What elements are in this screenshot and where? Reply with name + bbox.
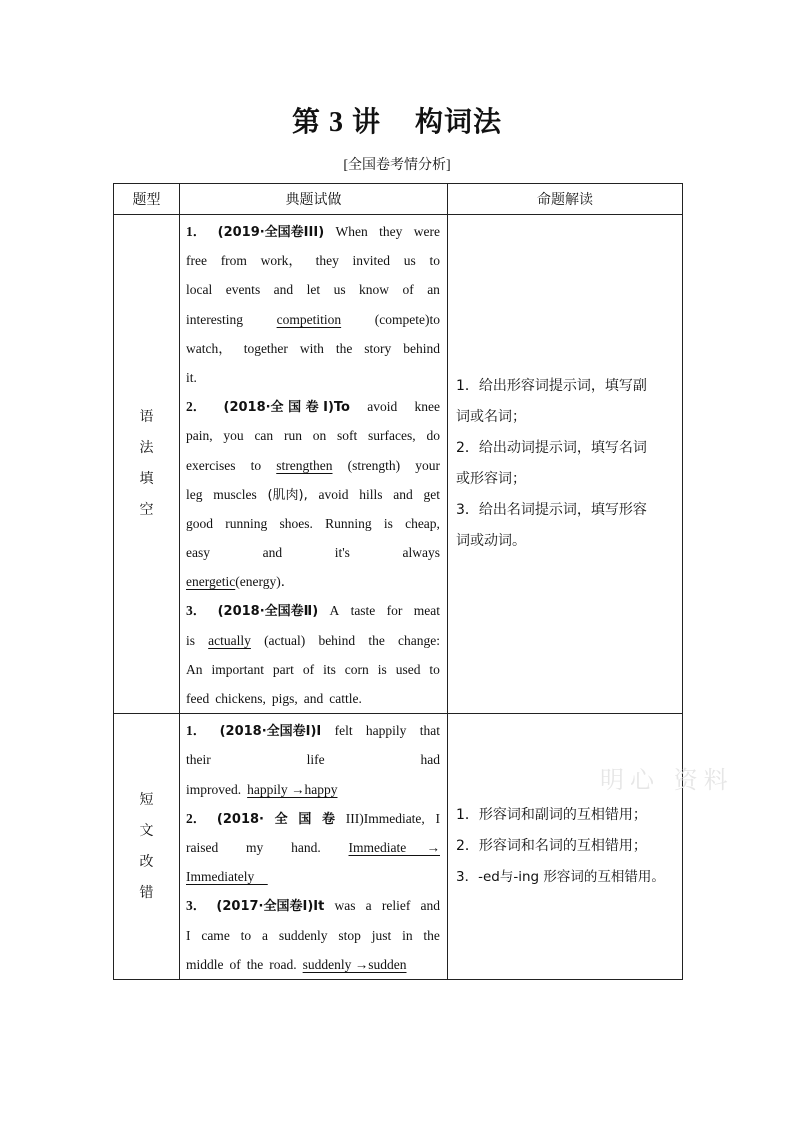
interpretation-line: 2．给出动词提示词，填写名词 (456, 440, 647, 457)
text-line: 2． (2018·全 国 卷 Ⅰ)To avoid knee (186, 399, 440, 416)
text-line (186, 862, 440, 891)
title-part-1: 第 3 讲 (291, 107, 381, 138)
text-line: 3． (2018·全国卷Ⅱ) A taste for meat (186, 603, 440, 620)
answer-actually: actually (208, 632, 251, 648)
correction-suddenly: suddenly →sudden (302, 956, 407, 972)
text-line: I came to a suddenly stop just in the (186, 927, 440, 943)
text-line: An important part of its corn is used to (186, 661, 440, 677)
text-line: interesting competition (compete)to (186, 305, 440, 334)
interpretation-cell (448, 714, 683, 980)
type-char: 错 (139, 884, 154, 901)
question-type-cell (114, 215, 180, 714)
interpretation-line: 词或动词。 (456, 533, 526, 550)
text-line: local events and let us know of an (186, 282, 440, 298)
type-char: 法 (139, 440, 154, 457)
watermark: 明心 资料 (600, 766, 734, 794)
text-line: 1． (2018·全国卷Ⅰ)I felt happily that (186, 723, 440, 740)
type-char: 空 (139, 502, 154, 519)
examples-cell (180, 215, 448, 714)
interpretation-line: 或形容词； (456, 471, 526, 488)
text-line: 2． (2018· 全 国 卷 III)Immediate, I (186, 810, 440, 827)
header-row (114, 184, 683, 215)
text-line: free from work， they invited us to (186, 253, 440, 269)
text-line: leg muscles (肌肉), avoid hills and get (186, 486, 440, 503)
text-line: their life had (186, 752, 440, 768)
type-char: 填 (139, 471, 154, 488)
question-type-cell (114, 714, 180, 980)
text-line: exercises to strengthen (strength) your (186, 451, 440, 480)
interpretation-cell (448, 215, 683, 714)
text-line: feed chickens, pigs, and cattle. (186, 691, 362, 706)
text-line: watch， together with the story behind (186, 340, 440, 356)
answer-energetic: energetic (186, 574, 236, 590)
correction-happily: happily →happy (247, 781, 338, 797)
text-line: energetic (energy)． (186, 567, 440, 596)
table-row (114, 714, 683, 980)
interpretation-line: 2．形容词和名词的互相错用； (456, 838, 647, 855)
answer-competition: competition (276, 311, 342, 327)
text-line: 1． (2019·全国卷III) When they were (186, 224, 440, 240)
answer-strengthen: strengthen (276, 457, 333, 473)
page-title (0, 100, 794, 140)
type-char: 语 (139, 409, 154, 426)
text-line: pain, you can run on soft surfaces, do (186, 428, 440, 444)
type-char: 改 (139, 853, 154, 870)
interpretation-line: 1．给出形容词提示词，填写副 (456, 378, 647, 395)
text-line: 3． (2017·全国卷Ⅰ)It was a relief and (186, 898, 440, 915)
header-examples: 典题试做 (180, 184, 448, 215)
header-type: 题型 (114, 184, 180, 215)
table-caption: [全国卷考情分析] (343, 158, 451, 173)
table-row (114, 215, 683, 714)
header-interpretation: 命题解读 (448, 184, 683, 215)
text-line: middle of the road. suddenly →sudden (186, 950, 440, 979)
examples-cell (180, 714, 448, 980)
text-line: good running shoes. Running is cheap, (186, 515, 440, 531)
type-char: 文 (139, 822, 154, 839)
text-line: it. (186, 369, 197, 385)
interpretation-line: 1．形容词和副词的互相错用； (456, 807, 647, 824)
interpretation-line: 词或名词； (456, 409, 526, 426)
type-char: 短 (139, 791, 154, 808)
correction-immediately: Immediately (186, 869, 268, 885)
text-line: is actually (actual) behind the change: (186, 626, 440, 655)
text-line: raised my hand. Immediate → (186, 833, 440, 862)
interpretation-line: 3．-ed与-ing 形容词的互相错用。 (456, 869, 665, 886)
title-part-2: 构词法 (415, 107, 503, 138)
correction-immediate: Immediate → (348, 839, 440, 855)
text-line: easy and it's always (186, 545, 440, 561)
exam-analysis-table (113, 183, 683, 980)
text-line: improved. happily →happy (186, 775, 440, 804)
interpretation-line: 3．给出名词提示词，填写形容 (456, 502, 647, 519)
